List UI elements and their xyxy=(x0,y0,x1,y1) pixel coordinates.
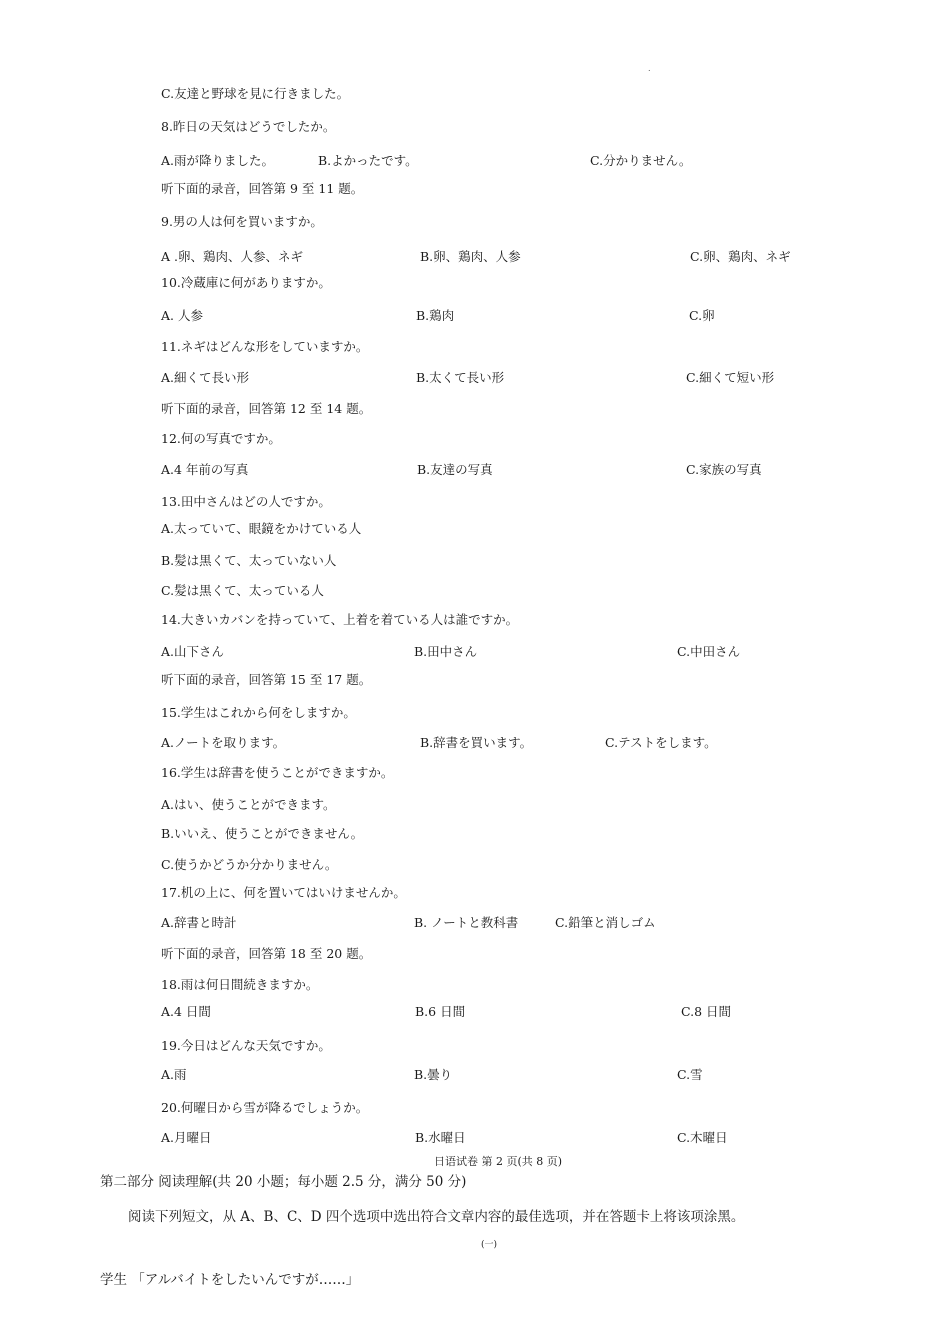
section-instruction-15-17: 听下面的录音，回答第 15 至 17 题。 xyxy=(161,672,372,687)
part2-instructions: 阅读下列短文，从 A、B、C、D 四个选项中选出符合文章内容的最佳选项，并在答题卡上将该项涂黑。 xyxy=(128,1209,745,1225)
option-16c: C.使うかどうか分かりません。 xyxy=(161,857,338,872)
option-12c: C.家族の写真 xyxy=(686,462,762,477)
option-8b: B.よかったです。 xyxy=(318,153,418,168)
question-17: 17.机の上に、何を置いてはいけませんか。 xyxy=(161,885,406,900)
option-12b: B.友達の写真 xyxy=(417,462,493,477)
option-19b: B.曇り xyxy=(414,1067,453,1082)
section-instruction-18-20: 听下面的录音，回答第 18 至 20 题。 xyxy=(161,946,372,961)
option-16b: B.いいえ、使うことができません。 xyxy=(161,826,364,841)
option-14a: A.山下さん xyxy=(161,644,225,659)
question-19: 19.今日はどんな天気ですか。 xyxy=(161,1038,331,1053)
passage-number: (一) xyxy=(481,1240,498,1250)
option-17c: C.鉛筆と消しゴム xyxy=(555,915,656,930)
option-19c: C.雪 xyxy=(677,1067,703,1082)
option-9b: B.卵、鶏肉、人参 xyxy=(420,249,521,264)
option-17b: B. ノートと教科書 xyxy=(414,915,519,930)
option-10c: C.卵 xyxy=(689,308,715,323)
option-20a: A.月曜日 xyxy=(161,1130,212,1145)
option-18b: B.6 日間 xyxy=(415,1004,466,1019)
question-15: 15.学生はこれから何をしますか。 xyxy=(161,705,356,720)
option-17a: A.辞書と時計 xyxy=(161,915,237,930)
section-instruction-9-11: 听下面的录音，回答第 9 至 11 题。 xyxy=(161,181,364,196)
page-mark: . xyxy=(648,64,651,73)
option-20b: B.水曜日 xyxy=(415,1130,466,1145)
option-15c: C.テストをします。 xyxy=(605,735,717,750)
dialog-line: 学生 「アルバイトをしたいんですが……」 xyxy=(100,1272,360,1288)
option-20c: C.木曜日 xyxy=(677,1130,728,1145)
option-18c: C.8 日間 xyxy=(681,1004,732,1019)
option-11a: A.細くて長い形 xyxy=(161,370,250,385)
option-16a: A.はい、使うことができます。 xyxy=(161,797,336,812)
part2-heading: 第二部分 阅读理解(共 20 小题；每小题 2.5 分，满分 50 分) xyxy=(100,1174,467,1190)
option-13b: B.髪は黒くて、太っていない人 xyxy=(161,553,337,568)
question-8: 8.昨日の天気はどうでしたか。 xyxy=(161,119,336,134)
question-20: 20.何曜日から雪が降るでしょうか。 xyxy=(161,1100,369,1115)
option-10b: B.鶏肉 xyxy=(416,308,455,323)
question-18: 18.雨は何日間続きますか。 xyxy=(161,977,319,992)
question-14: 14.大きいカバンを持っていて、上着を着ている人は誰ですか。 xyxy=(161,612,519,627)
option-13c: C.髪は黒くて、太っている人 xyxy=(161,583,324,598)
page-footer: 日语试卷 第 2 页(共 8 页) xyxy=(434,1155,563,1168)
question-12: 12.何の写真ですか。 xyxy=(161,431,281,446)
option-8c: C.分かりません。 xyxy=(590,153,692,168)
option-18a: A.4 日間 xyxy=(161,1004,211,1019)
question-11: 11.ネギはどんな形をしていますか。 xyxy=(161,339,369,354)
option-11c: C.細くて短い形 xyxy=(686,370,775,385)
option-7c: C.友達と野球を見に行きました。 xyxy=(161,86,350,101)
option-10a: A. 人参 xyxy=(161,308,203,323)
option-9a: A .卵、鶏肉、人参、ネギ xyxy=(161,249,303,264)
option-12a: A.4 年前の写真 xyxy=(161,462,249,477)
option-19a: A.雨 xyxy=(161,1067,187,1082)
question-9: 9.男の人は何を買いますか。 xyxy=(161,214,323,229)
option-11b: B.太くて長い形 xyxy=(416,370,505,385)
option-14b: B.田中さん xyxy=(414,644,478,659)
section-instruction-12-14: 听下面的录音，回答第 12 至 14 题。 xyxy=(161,401,372,416)
option-8a: A.雨が降りました。 xyxy=(161,153,275,168)
question-10: 10.冷蔵庫に何がありますか。 xyxy=(161,275,331,290)
option-9c: C.卵、鶏肉、ネギ xyxy=(690,249,791,264)
option-15a: A.ノートを取ります。 xyxy=(161,735,286,750)
question-13: 13.田中さんはどの人ですか。 xyxy=(161,494,331,509)
question-16: 16.学生は辞書を使うことができますか。 xyxy=(161,765,394,780)
option-14c: C.中田さん xyxy=(677,644,741,659)
option-13a: A.太っていて、眼鏡をかけている人 xyxy=(161,521,362,536)
option-15b: B.辞書を買います。 xyxy=(420,735,533,750)
